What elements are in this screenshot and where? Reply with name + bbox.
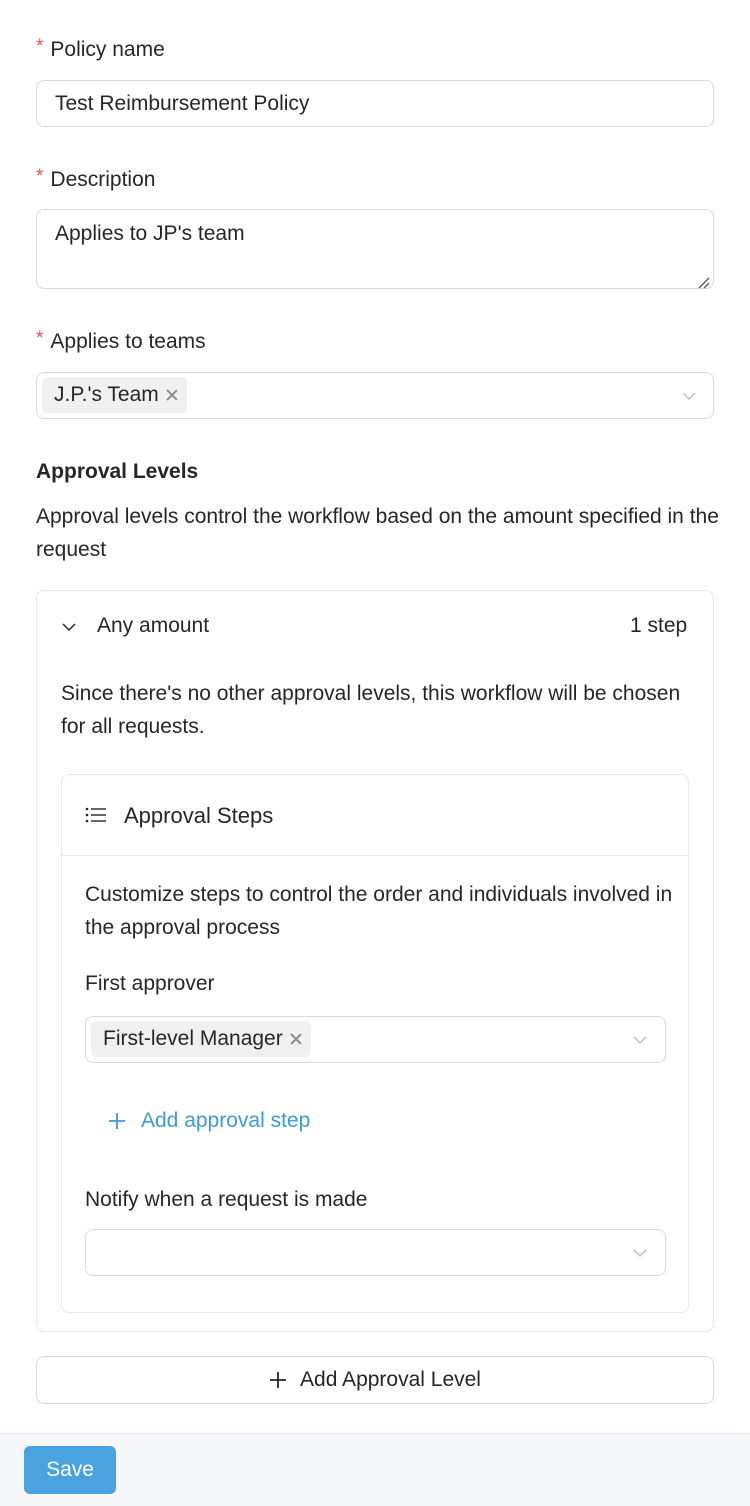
description-label-text: Description xyxy=(50,168,156,191)
first-approver-label: First approver xyxy=(85,972,215,995)
policy-name-label xyxy=(36,38,165,62)
level-note: Since there's no other approval levels, this workflow will be chosen for all requests. xyxy=(61,682,681,738)
level-title[interactable]: Any amount xyxy=(97,614,210,637)
teams-label-text: Applies to teams xyxy=(50,330,206,353)
divider xyxy=(61,855,689,856)
required-mark: * xyxy=(36,166,44,187)
add-approval-level-label: Add Approval Level xyxy=(300,1368,481,1391)
plus-icon xyxy=(269,1371,287,1389)
description-label xyxy=(36,168,155,192)
policy-name-label-text: Policy name xyxy=(50,38,165,61)
list-icon xyxy=(85,806,107,824)
approval-steps-title: Approval Steps xyxy=(124,803,274,828)
chevron-down-icon[interactable] xyxy=(633,1246,647,1260)
collapse-chevron-icon[interactable] xyxy=(62,620,76,634)
approval-levels-heading: Approval Levels xyxy=(36,460,199,483)
required-mark: * xyxy=(36,328,44,349)
policy-name-input[interactable] xyxy=(36,80,714,127)
notify-select[interactable] xyxy=(85,1229,666,1276)
close-icon[interactable] xyxy=(165,388,179,402)
add-approval-level-button[interactable] xyxy=(36,1356,714,1404)
required-mark: * xyxy=(36,36,44,57)
policy-name-value: Test Reimbursement Policy xyxy=(55,92,310,115)
save-button[interactable]: Save xyxy=(24,1446,116,1494)
description-textarea[interactable] xyxy=(36,209,714,289)
team-tag-label: J.P.'s Team xyxy=(54,383,159,406)
description-value: Applies to JP's team xyxy=(55,222,245,245)
level-step-count: 1 step xyxy=(630,614,688,637)
chevron-down-icon[interactable] xyxy=(633,1033,647,1047)
first-approver-tag xyxy=(91,1021,311,1057)
team-tag xyxy=(42,377,187,413)
notify-label: Notify when a request is made xyxy=(85,1188,368,1211)
teams-label xyxy=(36,330,206,354)
resize-handle-icon[interactable] xyxy=(696,271,710,285)
close-icon[interactable] xyxy=(289,1032,303,1046)
add-approval-step-button[interactable] xyxy=(108,1109,310,1133)
approval-steps-description: Customize steps to control the order and individuals involved in the approval process xyxy=(85,883,673,939)
chevron-down-icon[interactable] xyxy=(682,389,696,403)
plus-icon xyxy=(108,1112,126,1130)
add-approval-step-label: Add approval step xyxy=(141,1109,311,1132)
first-approver-tag-label: First-level Manager xyxy=(103,1027,283,1050)
approval-levels-description: Approval levels control the workflow based on the amount specified in the request xyxy=(36,505,719,561)
